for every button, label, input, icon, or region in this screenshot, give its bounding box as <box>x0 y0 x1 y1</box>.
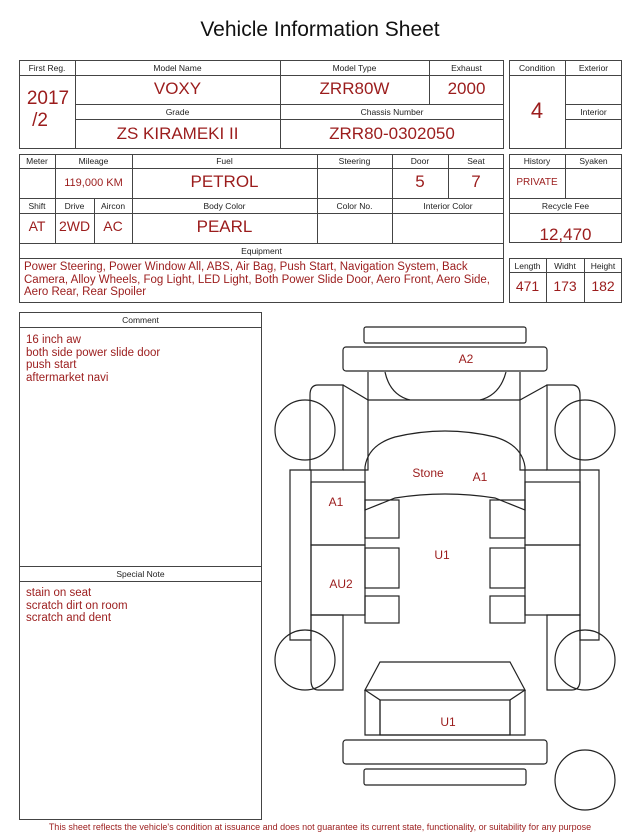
rear-left-wheel <box>275 630 335 690</box>
first-reg-year: 2017 <box>26 88 70 109</box>
spare-wheel <box>555 750 615 810</box>
first-reg-label: First Reg. <box>28 63 66 73</box>
mileage-value: 119,000 KM <box>64 177 123 189</box>
front-right-wheel <box>555 400 615 460</box>
exhaust-value: 2000 <box>447 79 486 98</box>
recycle-fee-label: Recycle Fee <box>541 201 590 211</box>
comment-label: Comment <box>122 315 159 325</box>
aircon-label: Aircon <box>100 201 126 211</box>
left-rear-fender <box>311 615 343 690</box>
model-name-value: VOXY <box>153 79 202 98</box>
comment-line: push start <box>26 359 77 371</box>
damage-mark-roof: U1 <box>434 548 450 562</box>
front-left-wheel <box>275 400 335 460</box>
left-front-window <box>365 500 399 538</box>
grade-value: ZS KIRAMEKI II <box>116 124 239 143</box>
length-value: 471 <box>515 278 540 294</box>
shift-label: Shift <box>28 201 46 211</box>
rear-bumper <box>343 740 547 764</box>
mileage-label: Mileage <box>78 156 109 166</box>
rear-right-light <box>510 690 525 735</box>
right-rear-door <box>525 545 580 615</box>
door-value: 5 <box>415 172 425 191</box>
grade-label: Grade <box>165 107 190 117</box>
rear-bumper-lower <box>364 769 526 785</box>
aircon-value: AC <box>103 218 123 234</box>
seat-value: 7 <box>471 172 481 191</box>
damage-mark-rear: U1 <box>440 715 456 729</box>
comment-line: aftermarket navi <box>26 371 109 384</box>
left-front-door <box>311 482 365 545</box>
right-front-fender <box>547 385 580 470</box>
exterior-label: Exterior <box>578 63 609 73</box>
width-label: Widht <box>554 261 576 271</box>
color-no-label: Color No. <box>336 201 373 211</box>
steering-label: Steering <box>338 156 371 166</box>
right-rear-fender <box>547 615 580 690</box>
left-front-fender <box>310 385 343 470</box>
history-value: PRIVATE <box>516 177 558 188</box>
seat-label: Seat <box>467 156 485 166</box>
model-name-label: Model Name <box>153 63 202 73</box>
left-quarter-window <box>365 596 399 623</box>
damage-mark-windshield: A1 <box>472 470 488 484</box>
special-note-line: scratch dirt on room <box>26 599 128 612</box>
front-left-light <box>385 372 410 400</box>
front-right-light <box>480 372 506 400</box>
equipment-value: Power Steering, Power Window All, ABS, Air Bag, Push Start, Navigation System, Back Camera, Alloy Wheels, Fog Light, LED Light, Both Power Slide Door, Aero Front, Aero Side, Aero Rear, Rear Spoiler <box>24 261 490 298</box>
drive-value: 2WD <box>58 218 91 234</box>
model-type-value: ZRR80W <box>319 79 390 98</box>
rear-left-light <box>365 690 380 735</box>
meter-label: Meter <box>26 156 48 166</box>
height-value: 182 <box>591 278 615 294</box>
body-color-value: PEARL <box>196 217 253 236</box>
left-a-pillar <box>343 385 368 470</box>
width-value: 173 <box>553 278 577 294</box>
right-sill <box>580 470 599 640</box>
right-a-pillar <box>520 385 547 470</box>
interior-label: Interior <box>580 107 607 117</box>
syaken-label: Syaken <box>579 156 608 166</box>
damage-mark-left-front-door: A1 <box>328 495 344 509</box>
chassis-number-value: ZRR80-0302050 <box>329 124 455 143</box>
special-note-label: Special Note <box>116 569 165 579</box>
interior-color-label: Interior Color <box>423 201 473 211</box>
left-sill <box>290 470 311 640</box>
first-reg-month: /2 <box>32 110 48 131</box>
damage-mark-windshield-stone: Stone <box>412 466 444 480</box>
rear-window <box>365 662 525 690</box>
right-front-window <box>490 500 525 538</box>
front-panel <box>343 347 547 371</box>
special-note-line: stain on seat <box>26 587 92 599</box>
recycle-fee-value: 12,470 <box>539 225 592 244</box>
length-label: Length <box>514 261 541 271</box>
right-rear-window <box>490 548 525 588</box>
chassis-number-label: Chassis Number <box>360 107 424 117</box>
model-type-label: Model Type <box>332 63 377 73</box>
disclaimer-footer: This sheet reflects the vehicle's condition at issuance and does not guarantee its current state, functionality, or suitability for any purpose <box>48 822 592 832</box>
front-bumper <box>364 327 526 343</box>
comment-line: both side power slide door <box>26 346 161 359</box>
history-label: History <box>523 156 551 166</box>
special-note-line: scratch and dent <box>26 612 112 624</box>
damage-mark-front-top: A2 <box>458 352 474 366</box>
right-quarter-window <box>490 596 525 623</box>
fuel-label: Fuel <box>216 156 233 166</box>
sheet-title: Vehicle Information Sheet <box>200 18 440 41</box>
rear-right-wheel <box>555 630 615 690</box>
windshield <box>365 431 525 510</box>
right-front-door <box>525 482 580 545</box>
exhaust-label: Exhaust <box>451 63 482 73</box>
fuel-value: PETROL <box>190 172 259 191</box>
door-label: Door <box>410 156 430 166</box>
height-label: Height <box>590 261 616 271</box>
drive-label: Drive <box>64 201 85 211</box>
body-color-label: Body Color <box>203 201 246 211</box>
comment-line: 16 inch aw <box>26 334 81 346</box>
condition-value: 4 <box>530 98 544 123</box>
damage-mark-left-rear-door: AU2 <box>329 577 353 591</box>
left-rear-window <box>365 548 399 588</box>
equipment-label: Equipment <box>241 246 282 256</box>
condition-label: Condition <box>519 63 555 73</box>
shift-value: AT <box>28 218 46 234</box>
